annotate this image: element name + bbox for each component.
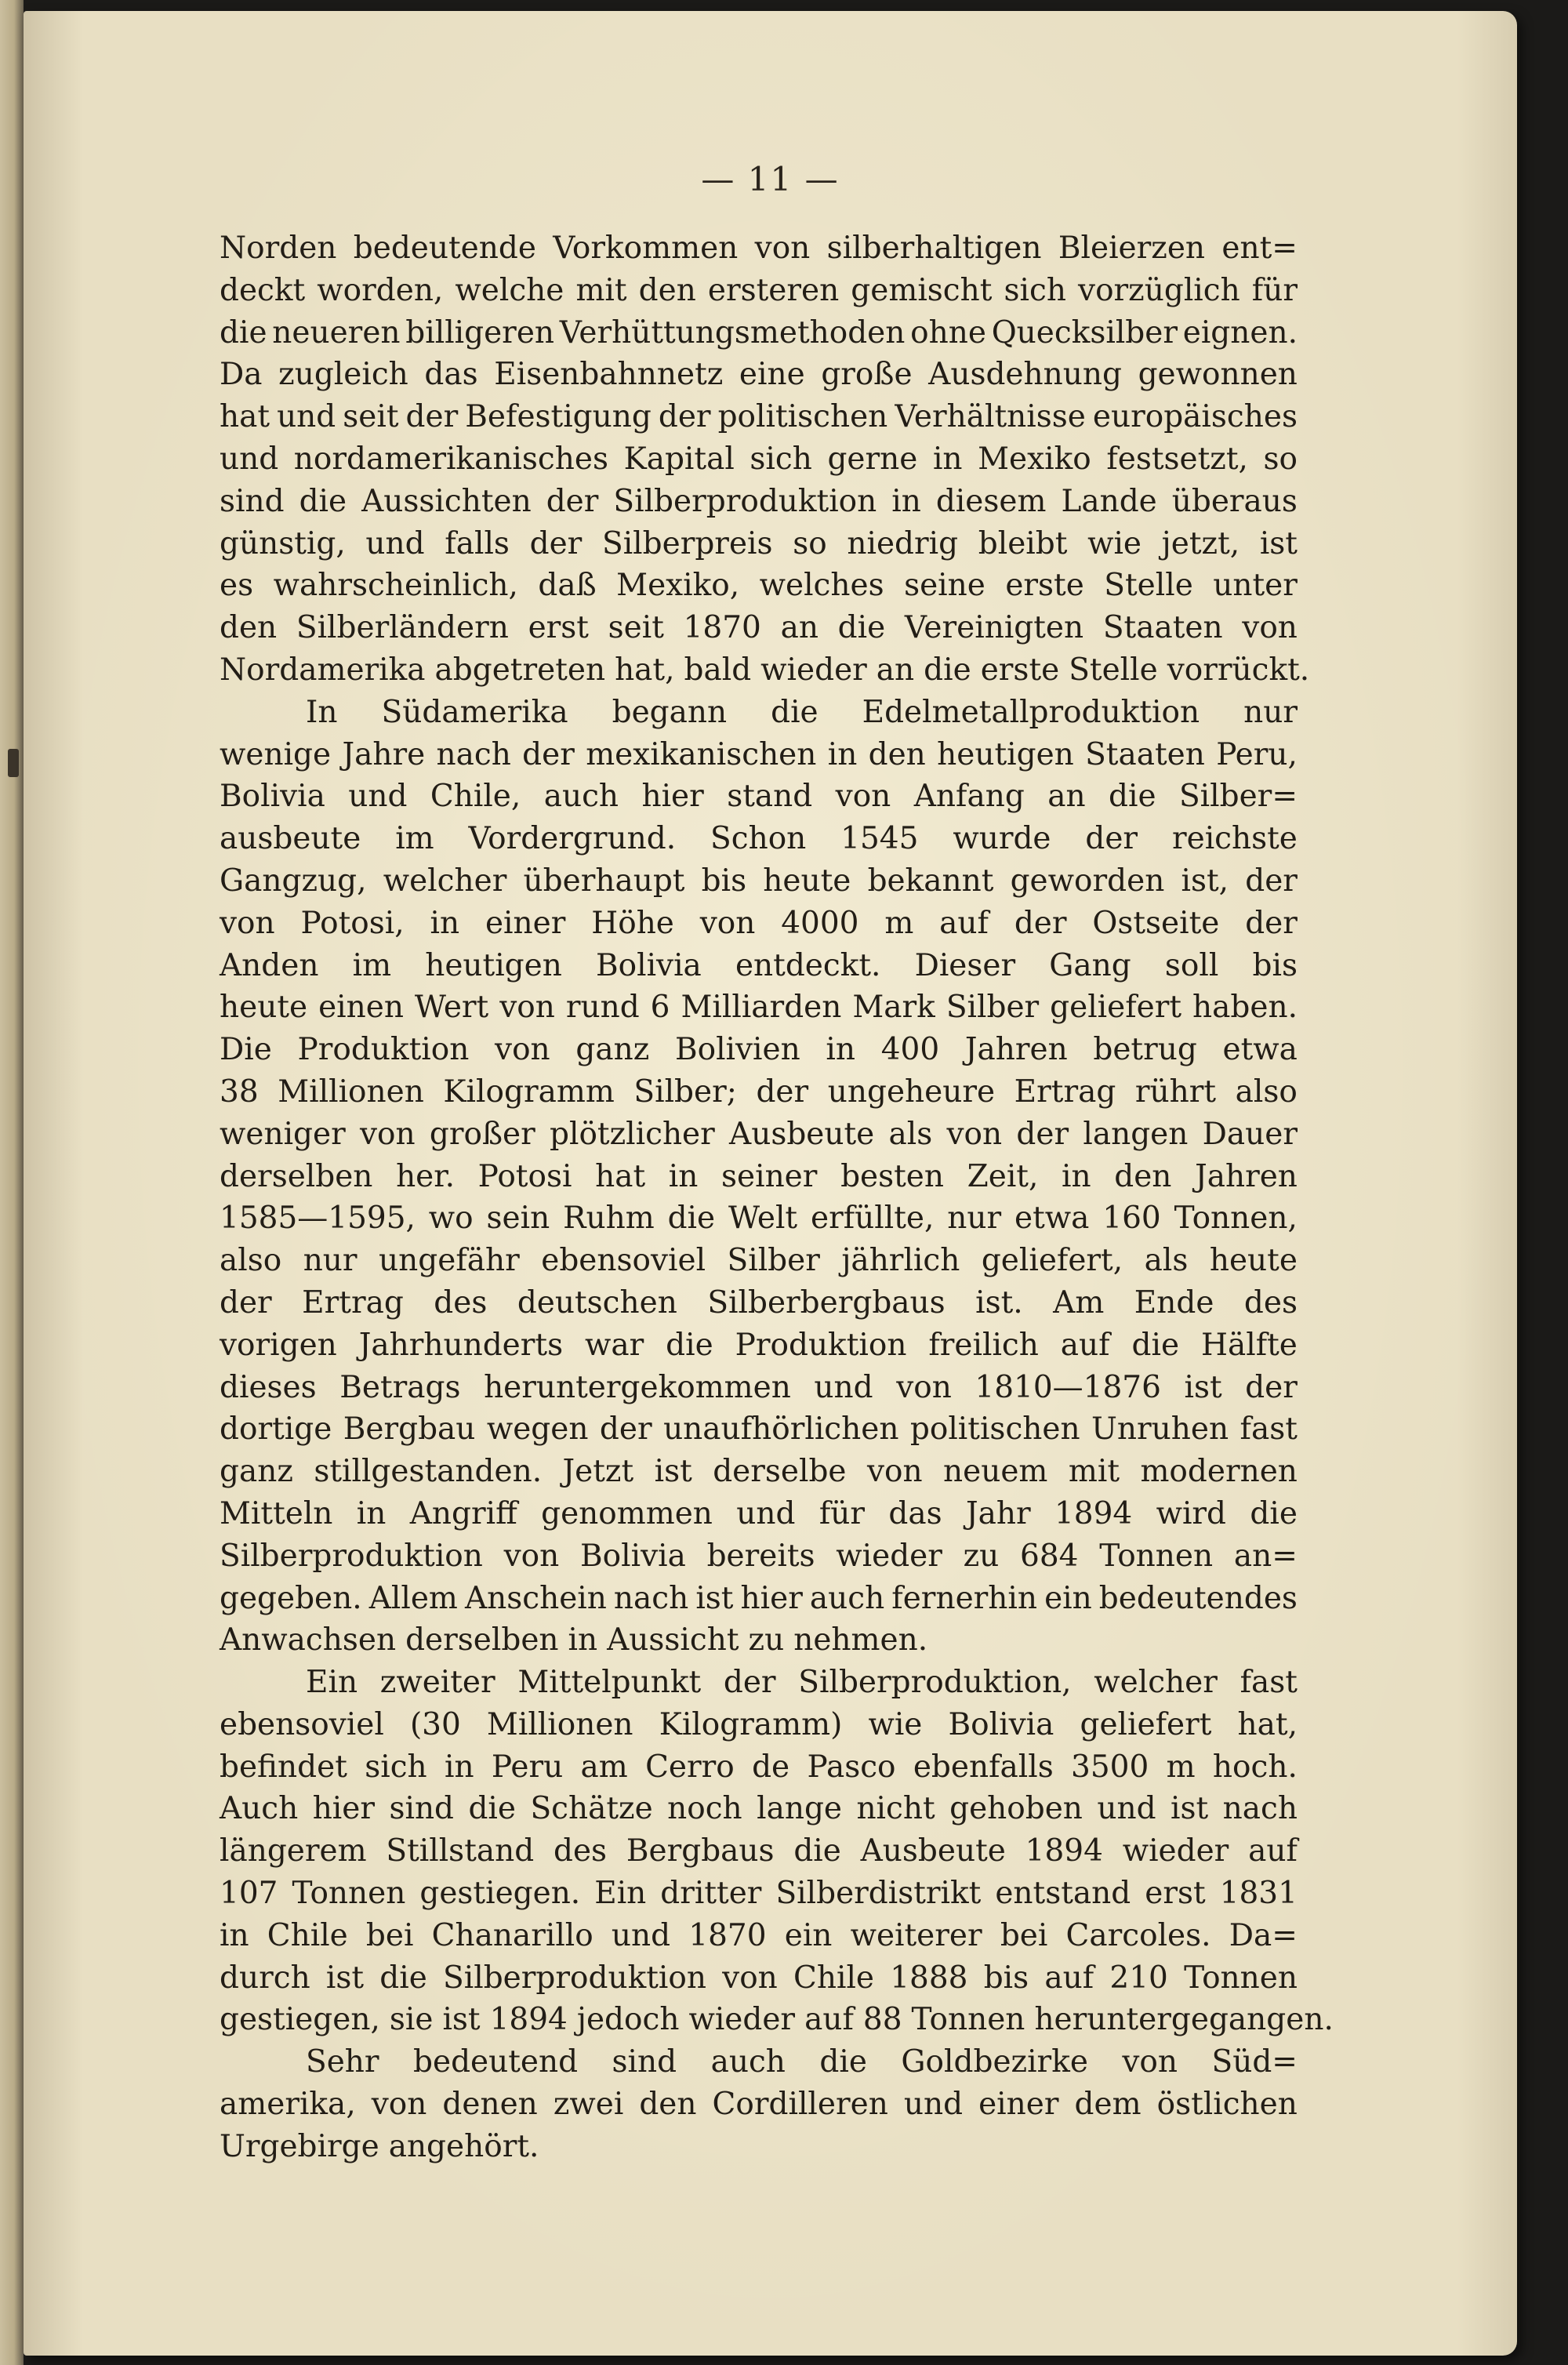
text-line: 107 Tonnen gestiegen. Ein dritter Silberdistrikt entstand erst 1831 bbox=[220, 1876, 1298, 1912]
text-line: Anwachsen derselben in Aussicht zu nehmen. bbox=[220, 1622, 928, 1658]
text-line: dieses Betrags heruntergekommen und von 1810—1876 ist der bbox=[220, 1369, 1298, 1405]
page-number: — 11 — bbox=[701, 160, 840, 198]
text-line: vorigen Jahrhunderts war die Produktion freilich auf die Hälfte bbox=[220, 1327, 1298, 1363]
text-line: weniger von großer plötzlicher Ausbeute als von der langen Dauer bbox=[220, 1116, 1298, 1152]
text-line: Mitteln in Angriff genommen und für das Jahr 1894 wird die bbox=[220, 1495, 1298, 1531]
text-line: 1585—1595, wo sein Ruhm die Welt erfüllte, nur etwa 160 Tonnen, bbox=[220, 1201, 1298, 1237]
previous-page-edge bbox=[0, 0, 24, 2365]
text-line: Nordamerika abgetreten hat, bald wieder an die erste Stelle vorrückt. bbox=[220, 652, 1310, 688]
text-line: hat und seit der Befestigung der politischen Verhältnisse europäisches bbox=[220, 399, 1298, 435]
text-line: dortige Bergbau wegen der unaufhörlichen politischen Unruhen fast bbox=[220, 1411, 1298, 1448]
text-line: befindet sich in Peru am Cerro de Pasco ebenfalls 3500 m hoch. bbox=[220, 1749, 1298, 1785]
text-line: durch ist die Silberproduktion von Chile 1888 bis auf 210 Tonnen bbox=[220, 1960, 1298, 1996]
text-line: den Silberländern erst seit 1870 an die Vereinigten Staaten von bbox=[220, 610, 1298, 646]
text-line: und nordamerikanisches Kapital sich gerne in Mexiko festsetzt, so bbox=[220, 441, 1298, 477]
text-line: amerika, von denen zwei den Cordilleren und einer dem östlichen bbox=[220, 2087, 1298, 2123]
text-line: also nur ungefähr ebensoviel Silber jährlich geliefert, als heute bbox=[220, 1243, 1298, 1279]
text-line: ebensoviel (30 Millionen Kilogramm) wie Bolivia geliefert hat, bbox=[220, 1706, 1298, 1742]
text-line: Bolivia und Chile, auch hier stand von Anfang an die Silber= bbox=[220, 779, 1298, 815]
text-line: derselben her. Potosi hat in seiner besten Zeit, in den Jahren bbox=[220, 1158, 1298, 1194]
text-line: in Chile bei Chanarillo und 1870 ein weiterer bei Carcoles. Da= bbox=[220, 1917, 1298, 1953]
text-line: heute einen Wert von rund 6 Milliarden Mark Silber geliefert haben. bbox=[220, 990, 1298, 1026]
text-line: die neueren billigeren Verhüttungsmethoden ohne Quecksilber eignen. bbox=[220, 314, 1298, 351]
text-line: deckt worden, welche mit den ersteren gemischt sich vorzüglich für bbox=[220, 272, 1298, 308]
text-line: Silberproduktion von Bolivia bereits wieder zu 684 Tonnen an= bbox=[220, 1538, 1298, 1574]
text-line: gestiegen, sie ist 1894 jedoch wieder auf 88 Tonnen heruntergegangen. bbox=[220, 2002, 1334, 2038]
text-line: Norden bedeutende Vorkommen von silberhaltigen Bleierzen ent= bbox=[220, 231, 1298, 266]
text-line: sind die Aussichten der Silberproduktion in diesem Lande überaus bbox=[220, 483, 1298, 519]
text-line: längerem Stillstand des Bergbaus die Ausbeute 1894 wieder auf bbox=[220, 1833, 1298, 1869]
text-line: es wahrscheinlich, daß Mexiko, welches seine erste Stelle unter bbox=[220, 568, 1298, 604]
page bbox=[24, 11, 1517, 2356]
text-line: von Potosi, in einer Höhe von 4000 m auf der Ostseite der bbox=[220, 905, 1298, 941]
text-line: Anden im heutigen Bolivia entdeckt. Dieser Gang soll bis bbox=[220, 947, 1298, 983]
text-line: Die Produktion von ganz Bolivien in 400 Jahren betrug etwa bbox=[220, 1032, 1298, 1068]
text-line: günstig, und falls der Silberpreis so niedrig bleibt wie jetzt, ist bbox=[220, 525, 1298, 561]
text-line: Sehr bedeutend sind auch die Goldbezirke von Süd= bbox=[306, 2044, 1298, 2080]
binding-thread-mark bbox=[8, 749, 19, 777]
text-line: Da zugleich das Eisenbahnnetz eine große Ausdehnung gewonnen bbox=[220, 357, 1298, 393]
text-line: Urgebirge angehört. bbox=[220, 2128, 539, 2164]
text-line: Auch hier sind die Schätze noch lange nicht gehoben und ist nach bbox=[220, 1791, 1298, 1827]
text-line: 38 Millionen Kilogramm Silber; der ungeheure Ertrag rührt also bbox=[220, 1074, 1298, 1110]
text-body bbox=[220, 227, 1334, 2164]
text-line: ausbeute im Vordergrund. Schon 1545 wurde der reichste bbox=[220, 821, 1298, 857]
text-line: gegeben. Allem Anschein nach ist hier auch fernerhin ein bedeutendes bbox=[220, 1580, 1298, 1616]
text-line: ganz stillgestanden. Jetzt ist derselbe von neuem mit modernen bbox=[220, 1454, 1298, 1490]
text-line: der Ertrag des deutschen Silberbergbaus ist. Am Ende des bbox=[220, 1284, 1298, 1321]
text-line: Ein zweiter Mittelpunkt der Silberproduktion, welcher fast bbox=[306, 1665, 1298, 1701]
text-line: wenige Jahre nach der mexikanischen in den heutigen Staaten Peru, bbox=[220, 736, 1298, 772]
text-line: Gangzug, welcher überhaupt bis heute bekannt geworden ist, der bbox=[220, 863, 1298, 899]
text-line: In Südamerika begann die Edelmetallproduktion nur bbox=[306, 694, 1298, 730]
